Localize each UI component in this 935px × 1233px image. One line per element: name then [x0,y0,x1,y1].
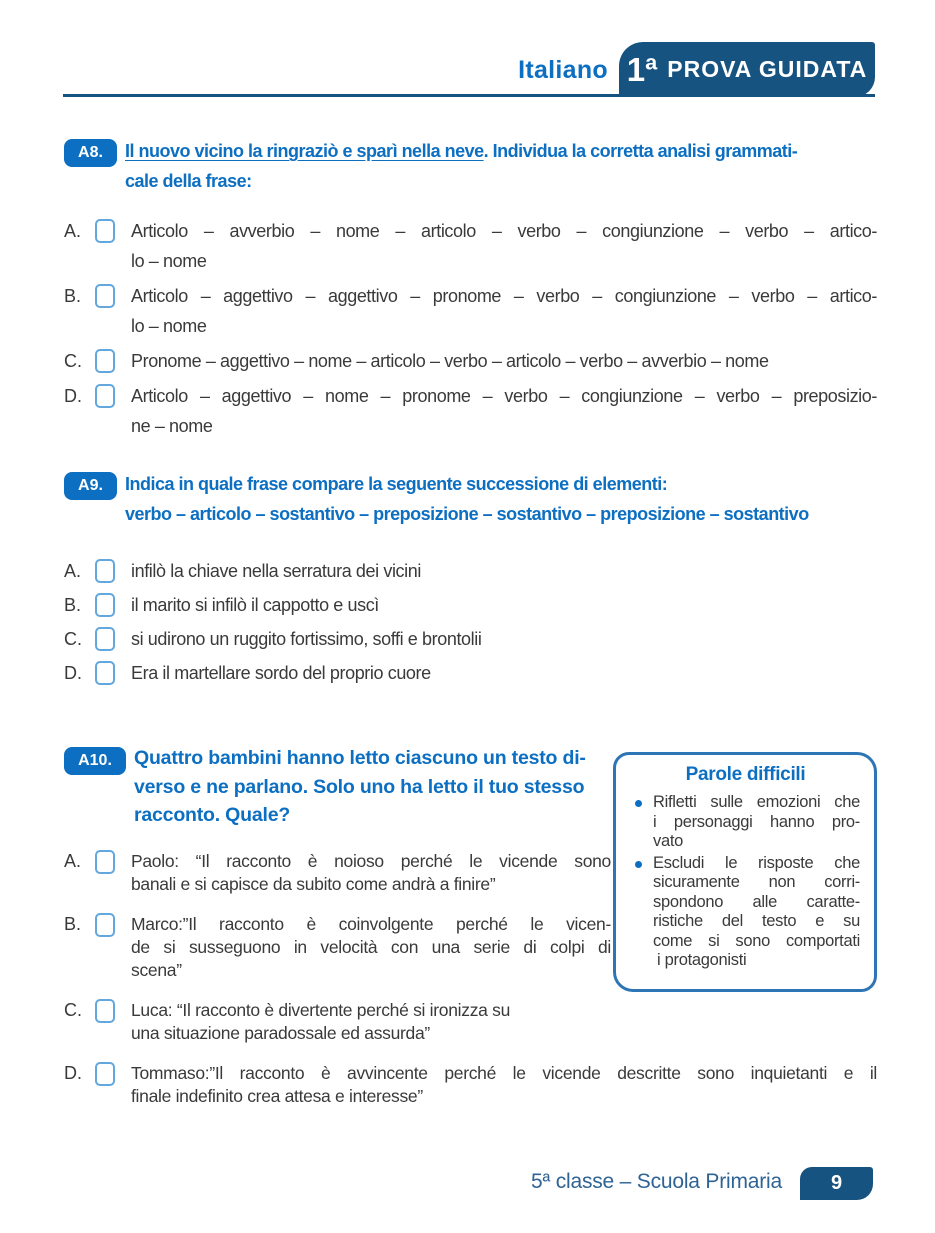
option-row-c [64,624,877,654]
answer-checkbox[interactable] [95,1062,115,1086]
option-text [131,556,877,586]
option-letter: D. [64,663,82,683]
prova-number: 1ª [626,50,658,88]
option-text-line: Tommaso:”Il racconto è avvincente perché le vicende descritte sono inquietanti e il [131,1063,877,1083]
hint-line: sicuramente non corri- [653,873,860,891]
option-text-line: banali e si capisce da subito come andrà a finire” [131,874,496,894]
option-text [131,346,877,376]
hint-line: vato [653,832,683,850]
question-badge-a9: A9. [64,472,117,500]
hint-line: ristiche del testo e su [653,912,860,930]
hint-line: i personaggi hanno pro- [653,812,860,831]
option-row-d [64,1062,877,1108]
option-text-line: il marito si infilò il cappotto e uscì [131,595,379,615]
option-text [131,590,877,620]
option-text-line: ne – nome [131,416,213,436]
option-row-a [64,556,877,586]
option-text-line: Pronome – aggettivo – nome – articolo – verbo – articolo – verbo – avverbio – nome [131,351,769,371]
hint-line: come si sono comportati [653,931,860,950]
option-text-line: Era il martellare sordo del proprio cuore [131,663,431,683]
option-letter: D. [64,1063,82,1083]
bullet-icon [635,800,642,807]
option-text [131,281,877,341]
prova-label: PROVA GUIDATA [667,56,868,82]
answer-checkbox[interactable] [95,219,115,243]
option-row-b [64,281,877,341]
option-text-line: si udirono un ruggito fortissimo, soffi e brontolii [131,629,482,649]
hint-line: Escludi le risposte che [653,853,860,872]
question-title-line: Indica in quale frase compare la seguente successione di elementi: [125,474,668,494]
option-row-d [64,381,877,441]
hint-line: i protagonisti [657,951,747,969]
option-text [131,216,877,276]
option-letter: A. [64,561,82,581]
answer-checkbox[interactable] [95,559,115,583]
option-text [131,999,611,1045]
question-badge-a8: A8. [64,139,117,167]
hint-line: spondono alle caratte- [653,892,860,911]
option-text-line: finale indefinito crea attesa e interesse” [131,1086,423,1106]
option-text-line: Paolo: “Il racconto è noioso perché le vicende sono [131,851,611,871]
option-text-line: scena” [131,960,182,980]
option-row-a [64,850,877,896]
option-text [131,624,877,654]
hint-bullet [631,793,860,852]
option-text [131,658,877,688]
option-row-b [64,913,877,982]
answer-checkbox[interactable] [95,850,115,874]
option-text-line: de si susseguono in velocità con una serie di colpi di [131,937,611,957]
option-text-line: infilò la chiave nella serratura dei vicini [131,561,421,581]
option-row-b [64,590,877,620]
option-text-line: Articolo – aggettivo – nome – pronome – verbo – congiunzione – verbo – preposizio- [131,386,877,406]
question-title-line: cale della frase: [125,171,252,191]
answer-checkbox[interactable] [95,284,115,308]
option-letter: B. [64,914,82,934]
option-text [131,381,877,441]
answer-checkbox[interactable] [95,999,115,1023]
question-title-a10 [134,744,624,830]
question-badge-a10: A10. [64,747,126,775]
question-title-line: verso e ne parlano. Solo uno ha letto il tuo stesso [134,775,585,798]
title-rest: . Individua la corretta analisi grammati- [483,141,798,161]
option-text-line: una situazione paradossale ed assurda” [131,1023,430,1043]
hint-line: Rifletti sulle emozioni che [653,793,860,811]
hint-bullet-text [653,793,860,852]
option-row-c [64,346,877,376]
option-letter: C. [64,1000,82,1020]
question-title-a9 [125,469,885,529]
question-title-line [125,136,880,166]
option-text [131,1062,877,1108]
option-row-d [64,658,877,688]
option-letter: C. [64,629,82,649]
footer-label: 5ª classe – Scuola Primaria [531,1170,782,1193]
prova-guidata-badge [619,42,875,97]
option-letter: C. [64,351,82,371]
option-text [131,850,611,896]
option-text-line: Articolo – aggettivo – aggettivo – pronome – verbo – congiunzione – verbo – artico- [131,286,877,306]
option-text-line: Articolo – avverbio – nome – articolo – verbo – congiunzione – verbo – artico- [131,221,877,241]
answer-checkbox[interactable] [95,661,115,685]
underlined-sentence: Il nuovo vicino la ringraziò e sparì nella neve [125,141,484,161]
option-text-line: Marco:”Il racconto è coinvolgente perché le vicen- [131,914,611,934]
option-row-c [64,999,877,1045]
option-letter: B. [64,595,82,615]
answer-checkbox[interactable] [95,384,115,408]
hint-box-title: Parole difficili [685,764,806,785]
page-number-badge: 9 [800,1167,873,1200]
header-rule [63,94,875,97]
answer-checkbox[interactable] [95,593,115,617]
question-title-line: verbo – articolo – sostantivo – preposizione – sostantivo – preposizione – sostantivo [125,504,809,524]
option-letter: A. [64,851,82,871]
option-letter: A. [64,221,82,241]
option-row-a [64,216,877,276]
option-text-line: Luca: “Il racconto è divertente perché si ironizza su [131,1000,511,1020]
answer-checkbox[interactable] [95,913,115,937]
question-title-line: racconto. Quale? [134,804,291,826]
option-text-line: lo – nome [131,251,207,271]
answer-checkbox[interactable] [95,627,115,651]
option-text-line: lo – nome [131,316,207,336]
question-title-line: Quattro bambini hanno letto ciascuno un testo di- [134,747,586,769]
option-letter: B. [64,286,82,306]
answer-checkbox[interactable] [95,349,115,373]
option-text [131,913,611,982]
subject-label: Italiano [518,56,608,84]
option-letter: D. [64,386,82,406]
question-title-a8 [125,136,880,196]
